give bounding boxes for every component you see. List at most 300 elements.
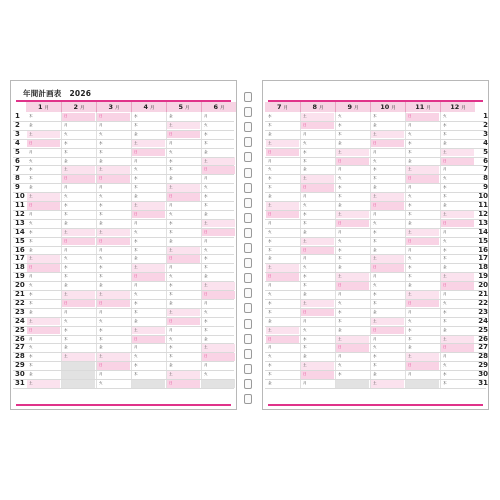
weekday-label: 土 (169, 309, 173, 314)
bottom-rule (16, 404, 231, 406)
weekday-label: 土 (373, 194, 377, 199)
weekday-label: 火 (204, 122, 208, 127)
weekday-label: 火 (169, 336, 173, 341)
row-rule (265, 299, 486, 300)
weekday-label: 月 (268, 283, 272, 288)
inactive-cell (406, 379, 439, 388)
weekday-label: 金 (338, 203, 342, 207)
inactive-cell (62, 370, 95, 379)
weekday-label: 月 (408, 309, 412, 314)
weekday-label: 土 (29, 318, 33, 323)
weekday-label: 木 (443, 256, 447, 261)
weekday-label: 木 (338, 318, 342, 323)
weekday-label: 水 (373, 292, 377, 296)
row-rule (13, 290, 234, 291)
row-rule (13, 379, 234, 380)
weekday-label: 日 (408, 238, 412, 243)
row-rule (13, 157, 234, 158)
weekday-label: 金 (169, 300, 173, 305)
weekday-label: 金 (303, 229, 307, 234)
month-number: 8 (312, 103, 318, 111)
day-number-19: 19 (478, 272, 488, 281)
weekday-label: 日 (338, 158, 342, 163)
weekday-label: 月 (204, 300, 208, 305)
weekday-label: 火 (338, 300, 342, 305)
weekday-label: 金 (64, 220, 68, 225)
weekday-label: 水 (338, 247, 342, 252)
weekday-label: 木 (408, 149, 412, 154)
weekday-label: 水 (303, 274, 307, 279)
weekday-label: 土 (338, 336, 342, 341)
weekday-label: 火 (134, 354, 138, 359)
weekday-label: 日 (373, 140, 377, 145)
weekday-label: 火 (29, 158, 33, 163)
month-unit: 月 (80, 106, 85, 111)
weekday-label: 月 (338, 292, 342, 296)
row-rule (13, 237, 234, 238)
weekday-label: 土 (64, 292, 68, 296)
weekday-label: 木 (29, 300, 33, 305)
weekday-label: 火 (408, 318, 412, 323)
weekday-label: 火 (169, 211, 173, 216)
day-number-9: 9 (483, 183, 488, 192)
weekday-label: 金 (29, 247, 33, 252)
day-number-25: 25 (478, 325, 488, 334)
weekday-label: 金 (338, 327, 342, 332)
row-rule (13, 139, 234, 140)
month-number: 11 (415, 103, 425, 111)
day-number-31: 31 (478, 379, 488, 387)
weekday-label: 木 (29, 238, 33, 243)
row-rule (13, 130, 234, 131)
weekday-label: 金 (169, 114, 173, 118)
weekday-label: 金 (268, 256, 272, 261)
weekday-label: 水 (338, 372, 342, 377)
right-page (262, 80, 489, 410)
weekday-label: 金 (443, 327, 447, 332)
weekday-label: 月 (303, 381, 307, 385)
weekday-label: 土 (338, 274, 342, 279)
row-rule (265, 370, 486, 371)
row-rule (265, 343, 486, 344)
weekday-label: 水 (64, 140, 68, 145)
weekday-label: 木 (373, 363, 377, 368)
weekday-label: 水 (169, 345, 173, 350)
row-rule (265, 157, 486, 158)
day-number-11: 11 (15, 201, 25, 209)
binder-ring (244, 258, 252, 268)
day-number-4: 4 (15, 138, 20, 147)
weekday-label: 土 (169, 122, 173, 127)
weekday-label: 月 (169, 140, 173, 145)
weekday-label: 木 (443, 318, 447, 323)
weekday-label: 金 (443, 203, 447, 207)
weekday-label: 金 (64, 345, 68, 350)
row-rule (13, 343, 234, 344)
binder-ring (244, 122, 252, 132)
weekday-label: 月 (204, 176, 208, 181)
month-unit: 月 (185, 106, 190, 111)
weekday-label: 木 (99, 336, 103, 341)
weekday-label: 木 (373, 238, 377, 243)
weekday-label: 月 (303, 194, 307, 199)
weekday-label: 日 (303, 372, 307, 377)
weekday-label: 水 (268, 363, 272, 368)
weekday-label: 木 (408, 211, 412, 216)
day-number-13: 13 (15, 218, 25, 227)
weekday-label: 月 (443, 354, 447, 359)
weekday-label: 日 (169, 318, 173, 323)
weekday-label: 水 (204, 194, 208, 199)
weekday-label: 土 (268, 140, 272, 145)
row-rule (13, 361, 234, 362)
weekday-label: 木 (29, 176, 33, 181)
weekday-label: 火 (134, 229, 138, 234)
row-rule (13, 335, 234, 336)
day-number-1: 1 (483, 112, 488, 120)
day-number-30: 30 (478, 370, 488, 379)
weekday-label: 金 (204, 211, 208, 216)
day-number-27: 27 (478, 343, 488, 352)
weekday-label: 木 (134, 247, 138, 252)
weekday-label: 木 (169, 354, 173, 359)
weekday-label: 金 (268, 131, 272, 136)
weekday-label: 日 (134, 149, 138, 154)
row-rule (265, 335, 486, 336)
weekday-label: 火 (134, 292, 138, 296)
inactive-cell (62, 361, 95, 370)
weekday-label: 木 (303, 220, 307, 225)
weekday-label: 金 (373, 122, 377, 127)
month-header-3 (96, 102, 131, 112)
weekday-label: 木 (303, 158, 307, 163)
weekday-label: 火 (443, 300, 447, 305)
weekday-label: 水 (443, 309, 447, 314)
weekday-label: 金 (99, 220, 103, 225)
calendar-grid-jul-dec (263, 102, 488, 404)
weekday-label: 水 (408, 203, 412, 207)
weekday-label: 水 (29, 292, 33, 296)
weekday-label: 日 (303, 185, 307, 190)
weekday-label: 日 (443, 345, 447, 350)
day-number-24: 24 (15, 316, 25, 325)
day-number-11: 11 (478, 201, 488, 209)
row-rule (265, 272, 486, 273)
weekday-label: 日 (169, 256, 173, 261)
weekday-label: 日 (338, 345, 342, 350)
weekday-label: 日 (338, 220, 342, 225)
weekday-label: 水 (204, 318, 208, 323)
weekday-label: 木 (338, 256, 342, 261)
weekday-label: 月 (134, 345, 138, 350)
day-number-8: 8 (483, 174, 488, 183)
weekday-label: 火 (99, 381, 103, 385)
month-header-7 (265, 102, 300, 112)
day-number-28: 28 (478, 352, 488, 361)
weekday-label: 木 (443, 131, 447, 136)
day-number-22: 22 (478, 298, 488, 307)
binder-ring (244, 168, 252, 178)
weekday-label: 金 (373, 185, 377, 190)
weekday-label: 金 (373, 372, 377, 377)
month-number: 10 (380, 103, 390, 111)
weekday-label: 土 (134, 265, 138, 270)
weekday-label: 月 (169, 327, 173, 332)
weekday-label: 金 (268, 318, 272, 323)
weekday-label: 金 (408, 345, 412, 350)
day-number-16: 16 (478, 245, 488, 254)
weekday-label: 水 (64, 203, 68, 207)
day-number-26: 26 (478, 334, 488, 343)
weekday-label: 土 (408, 229, 412, 234)
inactive-cell (132, 379, 165, 388)
weekday-label: 日 (99, 238, 103, 243)
day-number-16: 16 (15, 245, 25, 254)
weekday-label: 土 (134, 140, 138, 145)
weekday-label: 水 (303, 149, 307, 154)
weekday-label: 金 (29, 372, 33, 377)
weekday-label: 木 (268, 309, 272, 314)
month-number: 6 (213, 103, 219, 111)
row-rule (265, 326, 486, 327)
weekday-label: 火 (303, 140, 307, 145)
weekday-label: 日 (29, 265, 33, 270)
weekday-label: 火 (408, 256, 412, 261)
row-rule (265, 148, 486, 149)
row-rule (13, 308, 234, 309)
day-number-19: 19 (15, 272, 25, 281)
binder-ring (244, 92, 252, 102)
day-number-4: 4 (483, 138, 488, 147)
weekday-label: 火 (373, 158, 377, 163)
weekday-label: 水 (64, 265, 68, 270)
day-number-1: 1 (15, 112, 20, 120)
weekday-label: 水 (338, 185, 342, 190)
weekday-label: 月 (169, 265, 173, 270)
weekday-label: 水 (268, 300, 272, 305)
weekday-label: 火 (408, 194, 412, 199)
month-header-11 (405, 102, 440, 112)
weekday-label: 木 (373, 114, 377, 118)
weekday-label: 日 (204, 229, 208, 234)
weekday-label: 木 (204, 140, 208, 145)
weekday-label: 日 (64, 238, 68, 243)
day-number-29: 29 (478, 361, 488, 370)
weekday-label: 月 (134, 283, 138, 288)
weekday-label: 水 (134, 363, 138, 368)
row-rule (13, 352, 234, 353)
day-number-15: 15 (15, 236, 25, 245)
weekday-label: 木 (64, 336, 68, 341)
weekday-label: 木 (443, 381, 447, 385)
weekday-label: 木 (99, 149, 103, 154)
day-number-24: 24 (478, 316, 488, 325)
row-rule (265, 352, 486, 353)
weekday-label: 水 (99, 203, 103, 207)
weekday-label: 火 (338, 363, 342, 368)
day-number-20: 20 (15, 281, 25, 290)
row-rule (265, 379, 486, 380)
month-header-6 (201, 102, 236, 112)
weekday-label: 金 (134, 318, 138, 323)
weekday-label: 土 (99, 167, 103, 172)
weekday-label: 木 (268, 372, 272, 377)
weekday-label: 月 (303, 131, 307, 136)
weekday-label: 木 (408, 274, 412, 279)
weekday-label: 水 (373, 167, 377, 172)
weekday-label: 土 (268, 265, 272, 270)
month-number: 4 (143, 103, 149, 111)
weekday-label: 土 (29, 381, 33, 385)
binder-ring (244, 152, 252, 162)
binder-ring (244, 183, 252, 193)
weekday-label: 土 (373, 381, 377, 385)
weekday-label: 水 (443, 185, 447, 190)
weekday-label: 水 (29, 354, 33, 359)
weekday-label: 木 (134, 372, 138, 377)
row-rule (265, 192, 486, 193)
weekday-label: 木 (99, 211, 103, 216)
binder-ring (244, 334, 252, 344)
weekday-label: 日 (29, 327, 33, 332)
weekday-label: 土 (408, 167, 412, 172)
month-number: 5 (178, 103, 184, 111)
weekday-label: 日 (303, 309, 307, 314)
month-header-9 (335, 102, 370, 112)
weekday-label: 木 (268, 122, 272, 127)
day-number-29: 29 (15, 361, 25, 370)
day-number-3: 3 (483, 129, 488, 138)
row-rule (265, 130, 486, 131)
weekday-label: 日 (268, 149, 272, 154)
row-rule (13, 326, 234, 327)
row-rule (265, 219, 486, 220)
day-number-6: 6 (483, 156, 488, 165)
row-rule (13, 299, 234, 300)
weekday-label: 金 (29, 122, 33, 127)
weekday-label: 月 (303, 256, 307, 261)
weekday-label: 土 (303, 176, 307, 181)
month-header-1 (26, 102, 61, 112)
weekday-label: 火 (303, 265, 307, 270)
weekday-label: 土 (303, 300, 307, 305)
day-number-7: 7 (15, 165, 20, 174)
row-rule (13, 272, 234, 273)
weekday-label: 金 (134, 194, 138, 199)
weekday-label: 日 (268, 274, 272, 279)
weekday-label: 土 (443, 149, 447, 154)
weekday-label: 月 (99, 309, 103, 314)
weekday-label: 火 (204, 247, 208, 252)
month-unit: 月 (461, 106, 466, 111)
row-rule (13, 148, 234, 149)
month-unit: 月 (426, 106, 431, 111)
row-rule (265, 121, 486, 122)
weekday-label: 土 (169, 185, 173, 190)
weekday-label: 日 (64, 114, 68, 118)
weekday-label: 金 (169, 363, 173, 368)
weekday-label: 水 (134, 176, 138, 181)
weekday-label: 水 (134, 300, 138, 305)
weekday-label: 日 (29, 203, 33, 207)
day-number-13: 13 (478, 218, 488, 227)
month-unit: 月 (220, 106, 225, 111)
binder-ring (244, 228, 252, 238)
page-title (23, 88, 91, 99)
binder-ring (244, 213, 252, 223)
weekday-label: 火 (204, 372, 208, 377)
weekday-label: 土 (303, 363, 307, 368)
weekday-label: 水 (169, 220, 173, 225)
day-number-18: 18 (15, 263, 25, 272)
weekday-label: 土 (204, 220, 208, 225)
day-number-23: 23 (478, 307, 488, 316)
month-header-10 (370, 102, 405, 112)
weekday-label: 金 (338, 265, 342, 270)
weekday-label: 土 (303, 114, 307, 118)
weekday-label: 日 (443, 283, 447, 288)
weekday-label: 火 (99, 256, 103, 261)
weekday-label: 金 (134, 131, 138, 136)
month-header-12 (440, 102, 475, 112)
weekday-label: 日 (268, 336, 272, 341)
weekday-label: 日 (134, 274, 138, 279)
column-divider (96, 112, 97, 388)
month-unit: 月 (391, 106, 396, 111)
weekday-label: 金 (373, 309, 377, 314)
weekday-label: 火 (338, 176, 342, 181)
weekday-label: 水 (64, 327, 68, 332)
weekday-label: 金 (408, 220, 412, 225)
weekday-label: 木 (408, 336, 412, 341)
weekday-label: 金 (338, 140, 342, 145)
weekday-label: 金 (64, 283, 68, 288)
row-rule (13, 317, 234, 318)
weekday-label: 水 (99, 140, 103, 145)
left-page (10, 80, 237, 410)
inactive-cell (62, 379, 95, 388)
weekday-label: 月 (99, 372, 103, 377)
weekday-label: 月 (64, 247, 68, 252)
month-header-5 (166, 102, 201, 112)
day-number-28: 28 (15, 352, 25, 361)
weekday-label: 火 (64, 256, 68, 261)
weekday-label: 月 (443, 292, 447, 296)
weekday-label: 月 (338, 229, 342, 234)
weekday-label: 木 (134, 185, 138, 190)
weekday-label: 金 (204, 149, 208, 154)
weekday-label: 月 (268, 345, 272, 350)
weekday-label: 土 (443, 336, 447, 341)
row-rule (265, 254, 486, 255)
row-rule (13, 121, 234, 122)
weekday-label: 水 (303, 211, 307, 216)
weekday-label: 土 (303, 238, 307, 243)
weekday-label: 日 (169, 131, 173, 136)
weekday-label: 火 (303, 203, 307, 207)
row-rule (265, 317, 486, 318)
weekday-label: 日 (408, 363, 412, 368)
weekday-label: 月 (29, 274, 33, 279)
weekday-label: 水 (268, 238, 272, 243)
weekday-label: 日 (204, 167, 208, 172)
binder-ring (244, 379, 252, 389)
row-rule (13, 174, 234, 175)
weekday-label: 水 (169, 283, 173, 288)
weekday-label: 月 (64, 185, 68, 190)
binder-ring (244, 364, 252, 374)
weekday-label: 土 (408, 354, 412, 359)
